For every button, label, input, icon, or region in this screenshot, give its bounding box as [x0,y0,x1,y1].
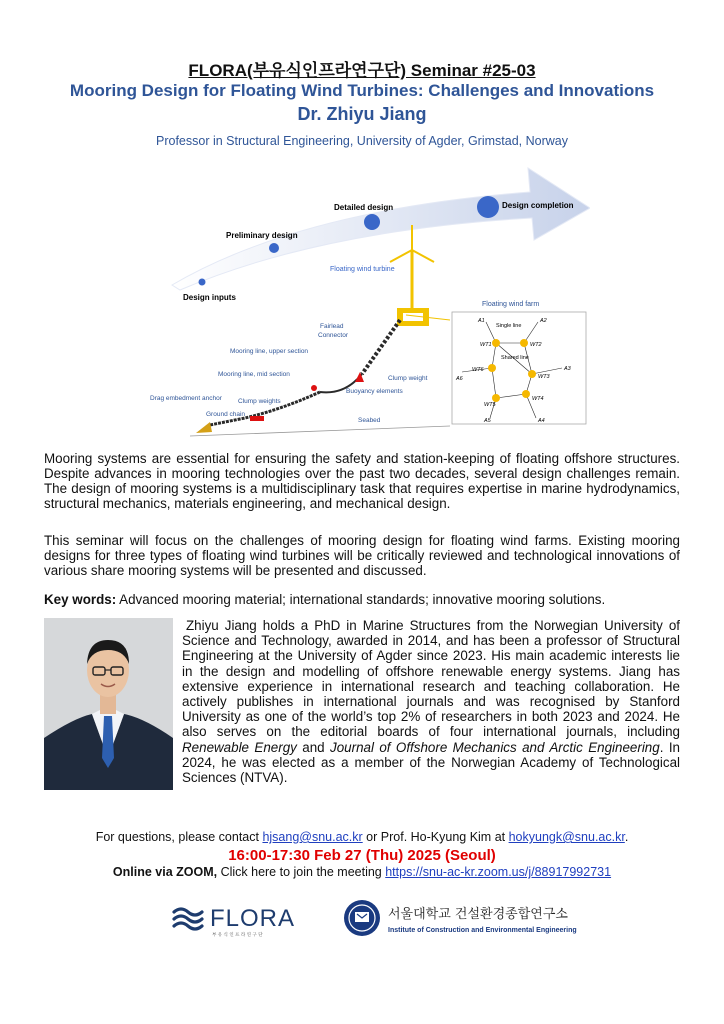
farm-wt1: WT1 [480,342,492,348]
farm-shared-line: Shared line [501,355,529,361]
turbine-label: Floating wind turbine [330,266,395,273]
label-clump-weights: Clump weights [238,398,281,405]
contact-email-1[interactable]: hjsang@snu.ac.kr [262,830,363,844]
flora-logo [172,900,322,938]
farm-title: Floating wind farm [482,301,540,308]
speaker-bio [182,618,680,785]
contact-email-2[interactable]: hokyungk@snu.ac.kr [508,830,625,844]
label-anchor: Drag embedment anchor [150,395,222,402]
keywords-text: Advanced mooring material; international standards; innovative mooring solutions. [119,592,606,607]
flora-name: FLORA [210,905,296,932]
farm-single-line: Single line [496,323,522,329]
farm-a6: A6 [456,376,463,382]
contact-suffix: . [624,830,629,844]
farm-a1: A1 [478,318,485,324]
keywords-label: Key words: [44,592,117,607]
event-time: 16:00-17:30 Feb 27 (Thu) 2025 (Seoul) [228,847,496,864]
join-text: Click here to join the meeting [217,865,386,879]
label-upper-section: Mooring line, upper section [230,348,309,355]
speaker-photo [44,618,173,790]
farm-wt3: WT3 [538,374,550,380]
abstract-paragraph-2: This seminar will focus on the challenges of mooring design for floating wind farms. Existing mooring designs for three types of floating wind turbines will be critically reviewed and technological innovations of various share mooring systems will be presented and discussed. [44,533,680,578]
stage-dot-3 [364,214,380,230]
farm-a4: A4 [538,418,545,424]
farm-wt5: WT5 [484,402,496,408]
contact-middle: or Prof. Ho-Kyung Kim at [362,830,509,844]
snu-logo [342,896,592,940]
farm-wt6: WT6 [472,367,484,373]
abstract-paragraph-1: Mooring systems are essential for ensuring the safety and station-keeping of floating offshore structures. Despite advances in mooring technologies over the past two decades, several design challenges remain. The design of mooring systems is a multidisciplinary task that requires expertise in marine hydrodynamics, structural mechanics, materials engineering, and mechanical design. [44,451,680,511]
snu-name: 서울대학교 건설환경종합연구소 [388,907,568,922]
label-fairlead: Fairlead [320,323,344,330]
snu-sub: Institute of Construction and Environmental Engineering [388,927,577,934]
flora-sub: 부 유 식 인 프 라 연 구 단 [212,933,263,938]
speaker-name: Dr. Zhiyu Jiang [297,104,427,124]
farm-wt4: WT4 [532,396,544,402]
label-mid-section: Mooring line, mid section [218,371,290,378]
stage-dot-1 [199,279,206,286]
zoom-link[interactable]: https://snu-ac-kr.zoom.us/j/88917992731 [385,865,612,879]
mooring-design-figure [150,160,590,445]
speaker-affiliation: Professor in Structural Engineering, University of Agder, Grimstad, Norway [156,134,568,148]
label-connector: Connector [318,332,348,339]
bio-text-1: Zhiyu Jiang holds a PhD in Marine Structures from the Norwegian University of Science and Technology, awarded in 2014, and has been a professor of Structural Engineering at the University of Agder since 2023. His main academic interests lie in the design and modelling of offshore renewable energy systems. Jiang has extensive experience in international research and teaching collaboration. He actively publishes in international journals and was recognised by Stanford University as one of the world’s top 2% of researchers in both 2023 and 2024. He also serves on the editorial boards of four international journals, including [182,618,680,740]
keywords [44,592,680,607]
stage-label-1: Design inputs [183,293,236,302]
online-label: Online via ZOOM, [112,865,218,879]
seminar-title: FLORA(부유식인프라연구단) Seminar #25-03 [188,61,536,80]
farm-a2: A2 [540,318,547,324]
label-clump-weight: Clump weight [388,375,428,382]
bio-journal-2: Journal of Offshore Mechanics and Arctic Engineering [330,739,660,755]
stage-dot-2 [269,243,279,253]
stage-label-3: Detailed design [334,203,394,212]
bio-journal-1: Renewable Energy [182,739,297,755]
seminar-subtitle: Mooring Design for Floating Wind Turbines: Challenges and Innovations [69,81,655,100]
label-seabed: Seabed [358,417,381,424]
farm-wt2: WT2 [530,342,542,348]
farm-a3: A3 [564,366,571,372]
farm-a5: A5 [484,418,491,424]
contact-prefix: For questions, please contact [95,830,263,844]
label-ground-chain: Ground chain [206,411,246,418]
zoom-line [0,865,724,879]
label-buoyancy: Buoyancy elements [346,388,403,395]
bio-text-2: . In 2024, he was elected as a member of the Norwegian Academy of Technological Sciences (NTVA). [182,739,680,786]
contact-line [0,830,724,844]
stage-dot-4 [477,196,499,218]
stage-label-2: Preliminary design [226,231,298,240]
stage-label-4: Design completion [502,201,574,210]
bio-and: and [296,739,331,755]
